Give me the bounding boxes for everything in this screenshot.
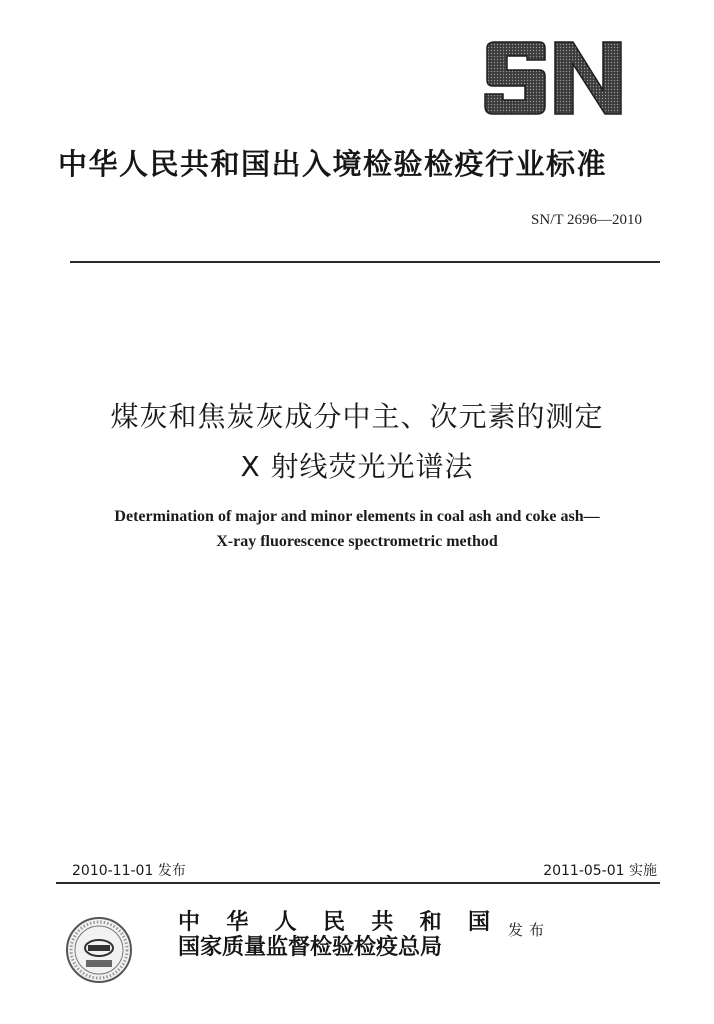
- organization-title: 中华人民共和国出入境检验检疫行业标准: [58, 147, 608, 181]
- chinese-title-line-1: 煤灰和焦炭灰成分中主、次元素的测定: [110, 400, 604, 433]
- chinese-title-line-2: X 射线荧光光谱法: [240, 450, 474, 483]
- implementation-date: 2011-05-01 实施: [543, 863, 657, 879]
- bottom-divider: [56, 882, 660, 884]
- issuer-line-2: 国家质量监督检验检疫总局: [178, 934, 443, 960]
- english-title-line-2: X-ray fluorescence spectrometric method: [216, 533, 498, 550]
- issuer-suffix: 发布: [508, 921, 551, 939]
- official-seal-icon: [64, 915, 134, 985]
- top-divider: [70, 261, 660, 263]
- standard-code: SN/T 2696—2010: [531, 212, 642, 228]
- issuer-line-1: 中华人民共和国: [178, 909, 490, 935]
- sn-logo-icon: [481, 40, 627, 116]
- issue-date: 2010-11-01 发布: [72, 863, 186, 879]
- english-title-line-1: Determination of major and minor elements in coal ash and coke ash—: [114, 508, 600, 525]
